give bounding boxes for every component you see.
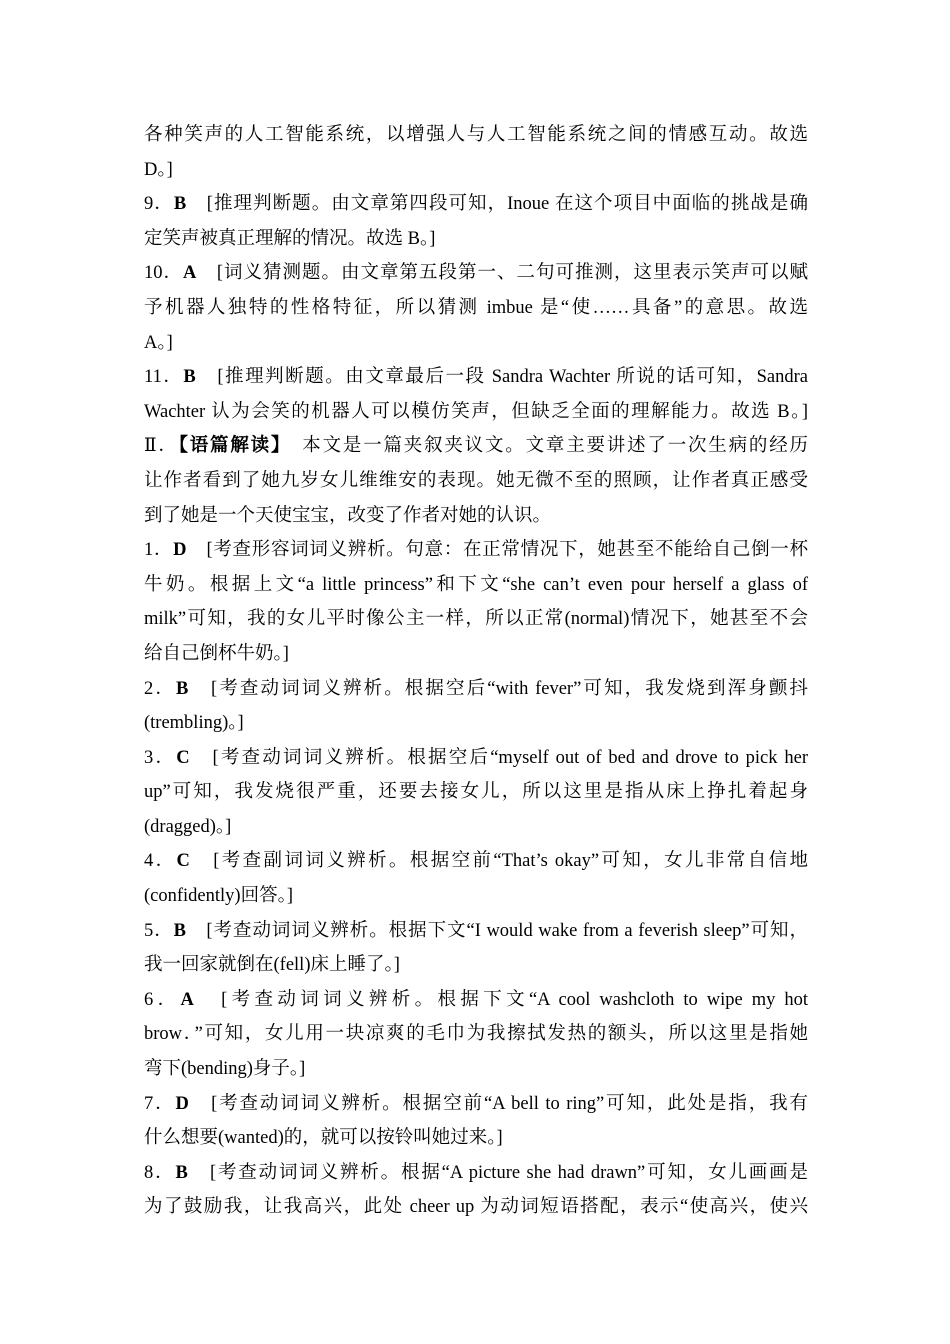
- answer-7: [144, 1087, 808, 1122]
- text-line: 什么想要(wanted)的，就可以按铃叫她过来。]: [144, 1128, 503, 1149]
- question-number: 7．: [144, 1093, 176, 1114]
- answer-9: [144, 187, 808, 222]
- text-line: 到了她是一个天使宝宝，改变了作者对她的认识。: [144, 505, 552, 526]
- answer-1: [144, 533, 808, 568]
- answer-letter: A: [180, 989, 194, 1010]
- text-line: 牛奶。根据上文“a little princess”和下文“she can’t even pour herself a glass of: [144, 574, 808, 595]
- answer-explanation: [考查动词词义辨析。根据空后“with fever”可知，我发烧到浑身颤抖: [188, 678, 808, 699]
- answer-explanation: [考查动词词义辨析。根据空后“myself out of bed and drove to pick her: [189, 747, 808, 768]
- text-line: 我一回家就倒在(fell)床上睡了。]: [144, 955, 400, 976]
- answer-2: [144, 672, 808, 707]
- question-number: 5．: [144, 920, 174, 941]
- text-line: milk”可知，我的女儿平时像公主一样，所以正常(normal)情况下，她甚至不会: [144, 609, 808, 630]
- text-line: A。]: [144, 332, 173, 353]
- question-number: 6．: [144, 989, 181, 1010]
- answer-letter: B: [173, 920, 187, 941]
- answer-6: [144, 983, 808, 1018]
- answer-letter: C: [176, 851, 190, 872]
- answer-5: [144, 914, 808, 949]
- document-page: [144, 118, 808, 1225]
- question-number: 8．: [144, 1162, 176, 1183]
- answer-3: [144, 741, 808, 776]
- section-text: 本文是一篇夹叙夹议文。文章主要讲述了一次生病的经历: [282, 436, 808, 457]
- text-line: 予机器人独特的性格特征，所以猜测 imbue 是“使……具备”的意思。故选: [144, 297, 808, 318]
- answer-10: [144, 256, 808, 291]
- answer-letter: B: [175, 1162, 188, 1183]
- answer-4: [144, 844, 808, 879]
- text-line: 给自己倒杯牛奶。]: [144, 643, 289, 664]
- text-line: 各种笑声的人工智能系统，以增强人与人工智能系统之间的情感互动。故选: [144, 125, 808, 145]
- question-number: 3．: [144, 747, 177, 768]
- answer-letter: A: [183, 263, 197, 284]
- text-line: 让作者看到了她九岁女儿维维安的表现。她无微不至的照顾，让作者真正感受: [144, 470, 808, 491]
- text-line: brow．”可知，女儿用一块凉爽的毛巾为我擦拭发热的额头，所以这里是指她: [144, 1024, 808, 1045]
- text-line: 弯下(bending)身子。]: [144, 1059, 306, 1080]
- answer-explanation: [考查动词词义辨析。根据下文“A cool washcloth to wipe my hot: [193, 989, 808, 1010]
- answer-explanation: [考查动词词义辨析。根据下文“I would wake from a feverish sleep”可知，: [186, 920, 808, 941]
- section-label: 【语篇解读】: [178, 436, 282, 457]
- text-line: (confidently)回答。]: [144, 886, 293, 907]
- answer-letter: B: [175, 678, 189, 699]
- question-number: 10．: [144, 263, 183, 284]
- answer-explanation: [推理判断题。由文章第四段可知，Inoue 在这个项目中面临的挑战是确: [186, 194, 808, 215]
- section-ii-heading: [144, 429, 808, 464]
- question-number: 1．: [144, 540, 174, 561]
- answer-letter: D: [173, 540, 187, 561]
- answer-explanation: [推理判断题。由文章最后一段 Sandra Wachter 所说的话可知，Sandra: [195, 367, 808, 388]
- text-line: up”可知，我发烧很严重，还要去接女儿，所以这里是指从床上挣扎着起身: [144, 782, 808, 803]
- text-line: 为了鼓励我，让我高兴，此处 cheer up 为动词短语搭配，表示“使高兴，使兴: [144, 1197, 808, 1218]
- section-number: Ⅱ．: [144, 436, 179, 457]
- answer-letter: D: [175, 1093, 189, 1114]
- text-line: 定笑声被真正理解的情况。故选 B。]: [144, 228, 436, 249]
- answer-8: [144, 1156, 808, 1191]
- answer-explanation: [考查副词词义辨析。根据空前“That’s okay”可知，女儿非常自信地: [189, 851, 808, 872]
- answer-letter: B: [173, 194, 187, 215]
- text-line: (dragged)。]: [144, 816, 232, 837]
- answer-explanation: [考查动词词义辨析。根据“A picture she had drawn”可知，女儿画画是: [187, 1162, 808, 1183]
- question-number: 4．: [144, 851, 177, 872]
- text-line: D。]: [144, 159, 173, 180]
- text-line: (trembling)。]: [144, 713, 244, 734]
- answer-explanation: [考查形容词词义辨析。句意：在正常情况下，她甚至不能给自己倒一杯: [186, 540, 808, 561]
- question-number: 9．: [144, 194, 174, 215]
- text-line: Wachter 认为会笑的机器人可以模仿笑声，但缺乏全面的理解能力。故选 B。]: [144, 401, 808, 422]
- answer-explanation: [词义猜测题。由文章第五段第一、二句可推测，这里表示笑声可以赋: [196, 263, 808, 284]
- question-number: 2．: [144, 678, 176, 699]
- answer-letter: B: [183, 367, 196, 388]
- answer-explanation: [考查动词词义辨析。根据空前“A bell to ring”可知，此处是指，我有: [188, 1093, 808, 1114]
- answer-letter: C: [176, 747, 190, 768]
- question-number: 11．: [144, 367, 184, 388]
- answer-11: [144, 360, 808, 395]
